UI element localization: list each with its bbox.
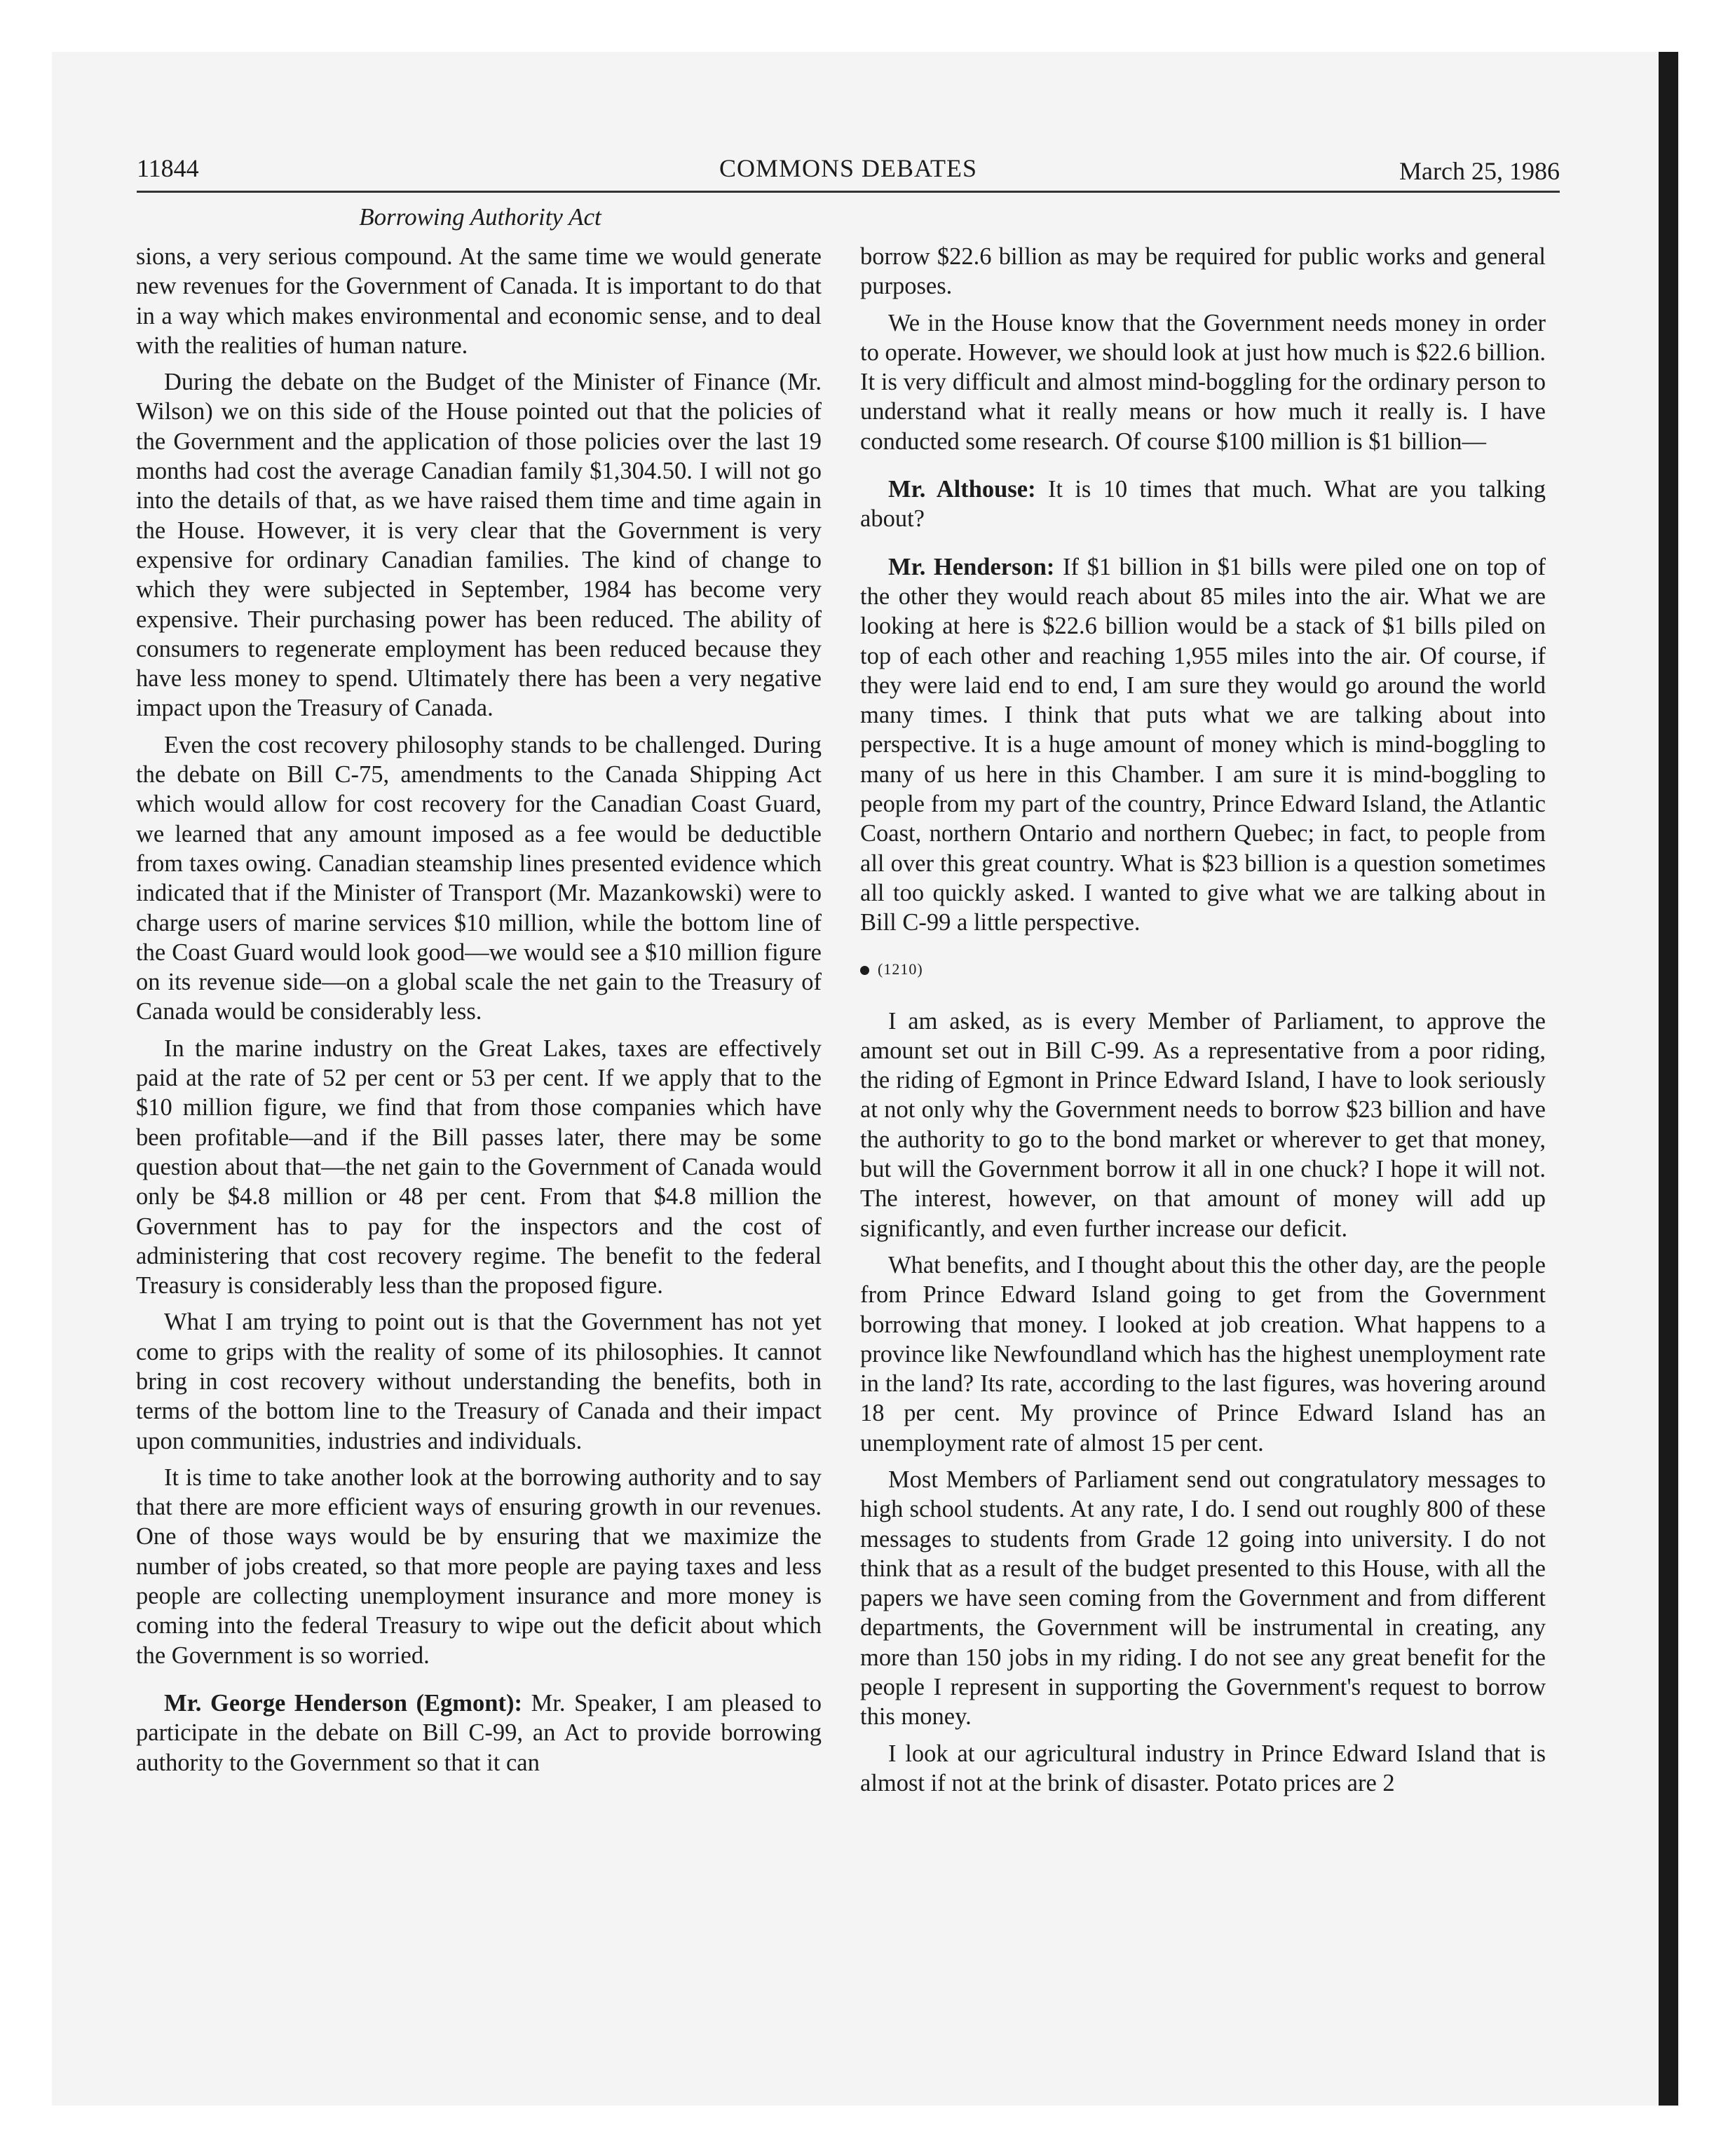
paragraph: During the debate on the Budget of the Minister of Finance (Mr. Wilson) we on this side of the House pointed out that the policies of the Government and the application of those policies over the last 19 months had cost the average Canadian family $1,304.50. I will not go into the details of that, as we have raised them time and time again in the House. However, it is very clear that the Government is very expensive for ordinary Canadian families. The kind of change to which they were subjected in September, 1984 has become very expensive. Their purchasing power has been reduced. The ability of consumers to regenerate employment has been reduced because they have less money to spend. Ultimately there has been a very negative impact upon the Treasury of Canada. bbox=[136, 369, 822, 722]
time-marker bbox=[860, 959, 1546, 980]
speech-paragraph bbox=[136, 1688, 822, 1778]
speaker-name: Mr. George Henderson (Egmont): bbox=[164, 1689, 522, 1717]
paragraph: It is time to take another look at the borrowing authority and to say that there are more efficient ways of ensuring growth in our revenues. One of those ways would be by ensuring that we maximize the number of jobs created, so that more people are paying taxes and less people are collecting unemployment insurance and more money is coming into the federal Treasury to wipe out the deficit about which the Government is so worried. bbox=[136, 1464, 822, 1669]
paragraph: We in the House know that the Government needs money in order to operate. However, we should look at just how much is $22.6 billion. It is very difficult and almost mind-boggling for the ordinary person to understand what it really means or how much it really is. I have conducted some research. Of course $100 million is $1 billion— bbox=[860, 309, 1546, 455]
paragraph: What benefits, and I thought about this the other day, are the people from Prince Edward Island going to get from the Government borrowing that money. I looked at job creation. What happens to a province like Newfoundland which has the highest unemployment rate in the land? Its rate, according to the last figures, was hovering around 18 per cent. My province of Prince Edward Island has an unemployment rate of almost 15 per cent. bbox=[860, 1251, 1546, 1456]
time-marker-label: (1210) bbox=[878, 960, 923, 978]
paragraph: What I am trying to point out is that the Government has not yet come to grips with the reality of some of its philosophies. It cannot bring in cost recovery without understanding the benefits, both in terms of the bottom line to the Treasury of Canada and their impact upon communities, industries and individuals. bbox=[136, 1309, 822, 1454]
running-header bbox=[137, 149, 1560, 193]
paragraph: In the marine industry on the Great Lakes, taxes are effectively paid at the rate of 52 per cent or 53 per cent. If we apply that to the $10 million figure, we find that from those companies which have been profitable—and if the Bill passes later, there may be some question about that—the net gain to the Government of Canada would only be $4.8 million or 48 per cent. From that $4.8 million the Government has to pay for the inspectors and the cost of administering that cost recovery regime. The benefit to the federal Treasury is considerably less than the proposed figure. bbox=[136, 1035, 822, 1299]
speech-text: It is 10 times that much. What are you talking about? bbox=[860, 476, 1546, 533]
page-edge-shadow bbox=[1659, 52, 1678, 2106]
speech-paragraph bbox=[860, 475, 1546, 534]
speech-text: Mr. Speaker, I am pleased to participate in the debate on Bill C-99, an Act to provide borrowing authority to the Government so that it can bbox=[136, 1689, 822, 1776]
paragraph: I look at our agricultural industry in Prince Edward Island that is almost if not at the brink of disaster. Potato prices are 2 bbox=[860, 1740, 1546, 1796]
bullet-icon bbox=[860, 966, 869, 975]
publication-title: COMMONS DEBATES bbox=[719, 154, 978, 182]
speaker-name: Mr. Henderson: bbox=[888, 553, 1055, 580]
right-column bbox=[860, 242, 1546, 1805]
publication-date: March 25, 1986 bbox=[1399, 157, 1560, 185]
speech-text: If $1 billion in $1 bills were piled one on top of the other they would reach about 85 miles into the air. What we are looking at here is $22.6 billion would be a stack of $1 bills piled on top of each other and reaching 1,955 miles into the air. Of course, if they were laid end to end, I am sure they would go around the world many times. I think that puts what we are talking about into perspective. It is a huge amount of money which is mind-boggling to many of us here in this Chamber. I am sure it is mind-boggling to people from my part of the country, Prince Edward Island, the Atlantic Coast, northern Ontario and northern Quebec; in fact, to people from all over this great country. What is $23 billion is a question sometimes all too quickly asked. I wanted to give what we are talking about in Bill C-99 a little perspective. bbox=[860, 553, 1546, 936]
speaker-name: Mr. Althouse: bbox=[888, 476, 1036, 503]
paragraph: Even the cost recovery philosophy stands to be challenged. During the debate on Bill C-75, amendments to the Canada Shipping Act which would allow for cost recovery for the Canadian Coast Guard, we learned that any amount imposed as a fee would be deductible from taxes owing. Canadian steamship lines presented evidence which indicated that if the Minister of Transport (Mr. Mazankowski) were to charge users of marine services $10 million, while the bottom line of the Coast Guard would look good—we would see a $10 million figure on its revenue side—on a global scale the net gain to the Treasury of Canada would be considerably less. bbox=[136, 731, 822, 1025]
page-number: 11844 bbox=[137, 154, 199, 182]
paragraph: sions, a very serious compound. At the same time we would generate new revenues for the Government of Canada. It is important to do that in a way which makes environmental and economic sense, and to deal with the realities of human nature. bbox=[136, 243, 822, 359]
left-column bbox=[136, 242, 822, 1785]
paragraph: borrow $22.6 billion as may be required for public works and general purposes. bbox=[860, 243, 1546, 300]
section-title: Borrowing Authority Act bbox=[359, 203, 601, 231]
speech-paragraph bbox=[860, 552, 1546, 938]
paragraph: Most Members of Parliament send out congratulatory messages to high school students. At any rate, I do. I send out roughly 800 of these messages to students from Grade 12 going into university. I do not think that as a result of the budget presented to this House, with all the papers we have seen coming from the Government and from different departments, the Government will be instrumental in creating, any more than 150 jobs in my riding. I do not see any great benefit for the people I represent in supporting the Government's request to borrow this money. bbox=[860, 1466, 1546, 1731]
paragraph: I am asked, as is every Member of Parliament, to approve the amount set out in Bill C-99. As a representative from a poor riding, the riding of Egmont in Prince Edward Island, I have to look seriously at not only why the Government needs to borrow $23 billion and have the authority to go to the bond market or wherever to get that money, but will the Government borrow it all in one chuck? I hope it will not. The interest, however, on that amount of money will add up significantly, and even further increase our deficit. bbox=[860, 1007, 1546, 1242]
